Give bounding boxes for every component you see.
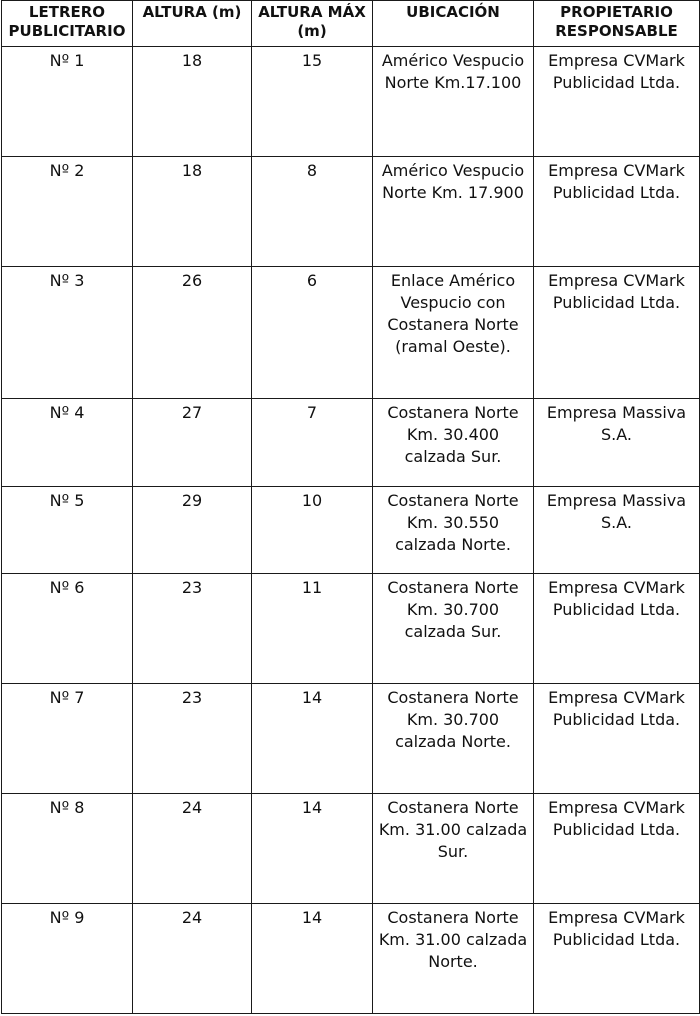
table-row: [2, 399, 700, 487]
cell-ubicacion: Costanera Norte Km. 30.550 calzada Norte.: [373, 487, 534, 574]
cell-altura: 18: [133, 157, 252, 267]
table-row: [2, 684, 700, 794]
cell-ubicacion: Costanera Norte Km. 30.400 calzada Sur.: [373, 399, 534, 487]
cell-ubicacion: Costanera Norte Km. 31.00 calzada Norte.: [373, 904, 534, 1014]
cell-altura-max: 6: [252, 267, 373, 399]
cell-ubicacion: Enlace Américo Vespucio con Costanera Norte (ramal Oeste).: [373, 267, 534, 399]
header-row: [2, 1, 700, 47]
cell-altura: 27: [133, 399, 252, 487]
cell-letrero: Nº 8: [2, 794, 133, 904]
cell-altura: 24: [133, 794, 252, 904]
header-propietario: PROPIETARIO RESPONSABLE: [534, 1, 700, 47]
cell-propietario: Empresa CVMark Publicidad Ltda.: [534, 157, 700, 267]
cell-altura: 23: [133, 574, 252, 684]
table-body: [2, 47, 700, 1014]
cell-ubicacion: Américo Vespucio Norte Km.17.100: [373, 47, 534, 157]
cell-letrero: Nº 5: [2, 487, 133, 574]
cell-letrero: Nº 2: [2, 157, 133, 267]
cell-altura-max: 8: [252, 157, 373, 267]
cell-altura: 23: [133, 684, 252, 794]
cell-ubicacion: Costanera Norte Km. 30.700 calzada Sur.: [373, 574, 534, 684]
cell-letrero: Nº 4: [2, 399, 133, 487]
table-row: [2, 574, 700, 684]
cell-altura-max: 11: [252, 574, 373, 684]
cell-altura: 18: [133, 47, 252, 157]
cell-letrero: Nº 9: [2, 904, 133, 1014]
table-row: [2, 47, 700, 157]
cell-altura-max: 14: [252, 794, 373, 904]
cell-propietario: Empresa Massiva S.A.: [534, 399, 700, 487]
cell-propietario: Empresa CVMark Publicidad Ltda.: [534, 904, 700, 1014]
cell-letrero: Nº 6: [2, 574, 133, 684]
cell-propietario: Empresa CVMark Publicidad Ltda.: [534, 574, 700, 684]
cell-propietario: Empresa CVMark Publicidad Ltda.: [534, 684, 700, 794]
table-row: [2, 487, 700, 574]
header-altura-max: ALTURA MÁX (m): [252, 1, 373, 47]
cell-letrero: Nº 3: [2, 267, 133, 399]
header-ubicacion: UBICACIÓN: [373, 1, 534, 47]
table-row: [2, 904, 700, 1014]
table-row: [2, 157, 700, 267]
cell-propietario: Empresa CVMark Publicidad Ltda.: [534, 794, 700, 904]
cell-ubicacion: Costanera Norte Km. 30.700 calzada Norte.: [373, 684, 534, 794]
cell-altura-max: 15: [252, 47, 373, 157]
cell-propietario: Empresa CVMark Publicidad Ltda.: [534, 47, 700, 157]
cell-altura-max: 14: [252, 904, 373, 1014]
cell-altura: 29: [133, 487, 252, 574]
billboard-table: [1, 0, 700, 1014]
cell-letrero: Nº 1: [2, 47, 133, 157]
cell-altura-max: 10: [252, 487, 373, 574]
header-altura: ALTURA (m): [133, 1, 252, 47]
table-row: [2, 794, 700, 904]
cell-ubicacion: Costanera Norte Km. 31.00 calzada Sur.: [373, 794, 534, 904]
cell-altura: 26: [133, 267, 252, 399]
cell-altura-max: 14: [252, 684, 373, 794]
table-header: [2, 1, 700, 47]
cell-ubicacion: Américo Vespucio Norte Km. 17.900: [373, 157, 534, 267]
header-letrero: LETRERO PUBLICITARIO: [2, 1, 133, 47]
cell-altura-max: 7: [252, 399, 373, 487]
cell-propietario: Empresa Massiva S.A.: [534, 487, 700, 574]
cell-altura: 24: [133, 904, 252, 1014]
cell-letrero: Nº 7: [2, 684, 133, 794]
cell-propietario: Empresa CVMark Publicidad Ltda.: [534, 267, 700, 399]
table-row: [2, 267, 700, 399]
